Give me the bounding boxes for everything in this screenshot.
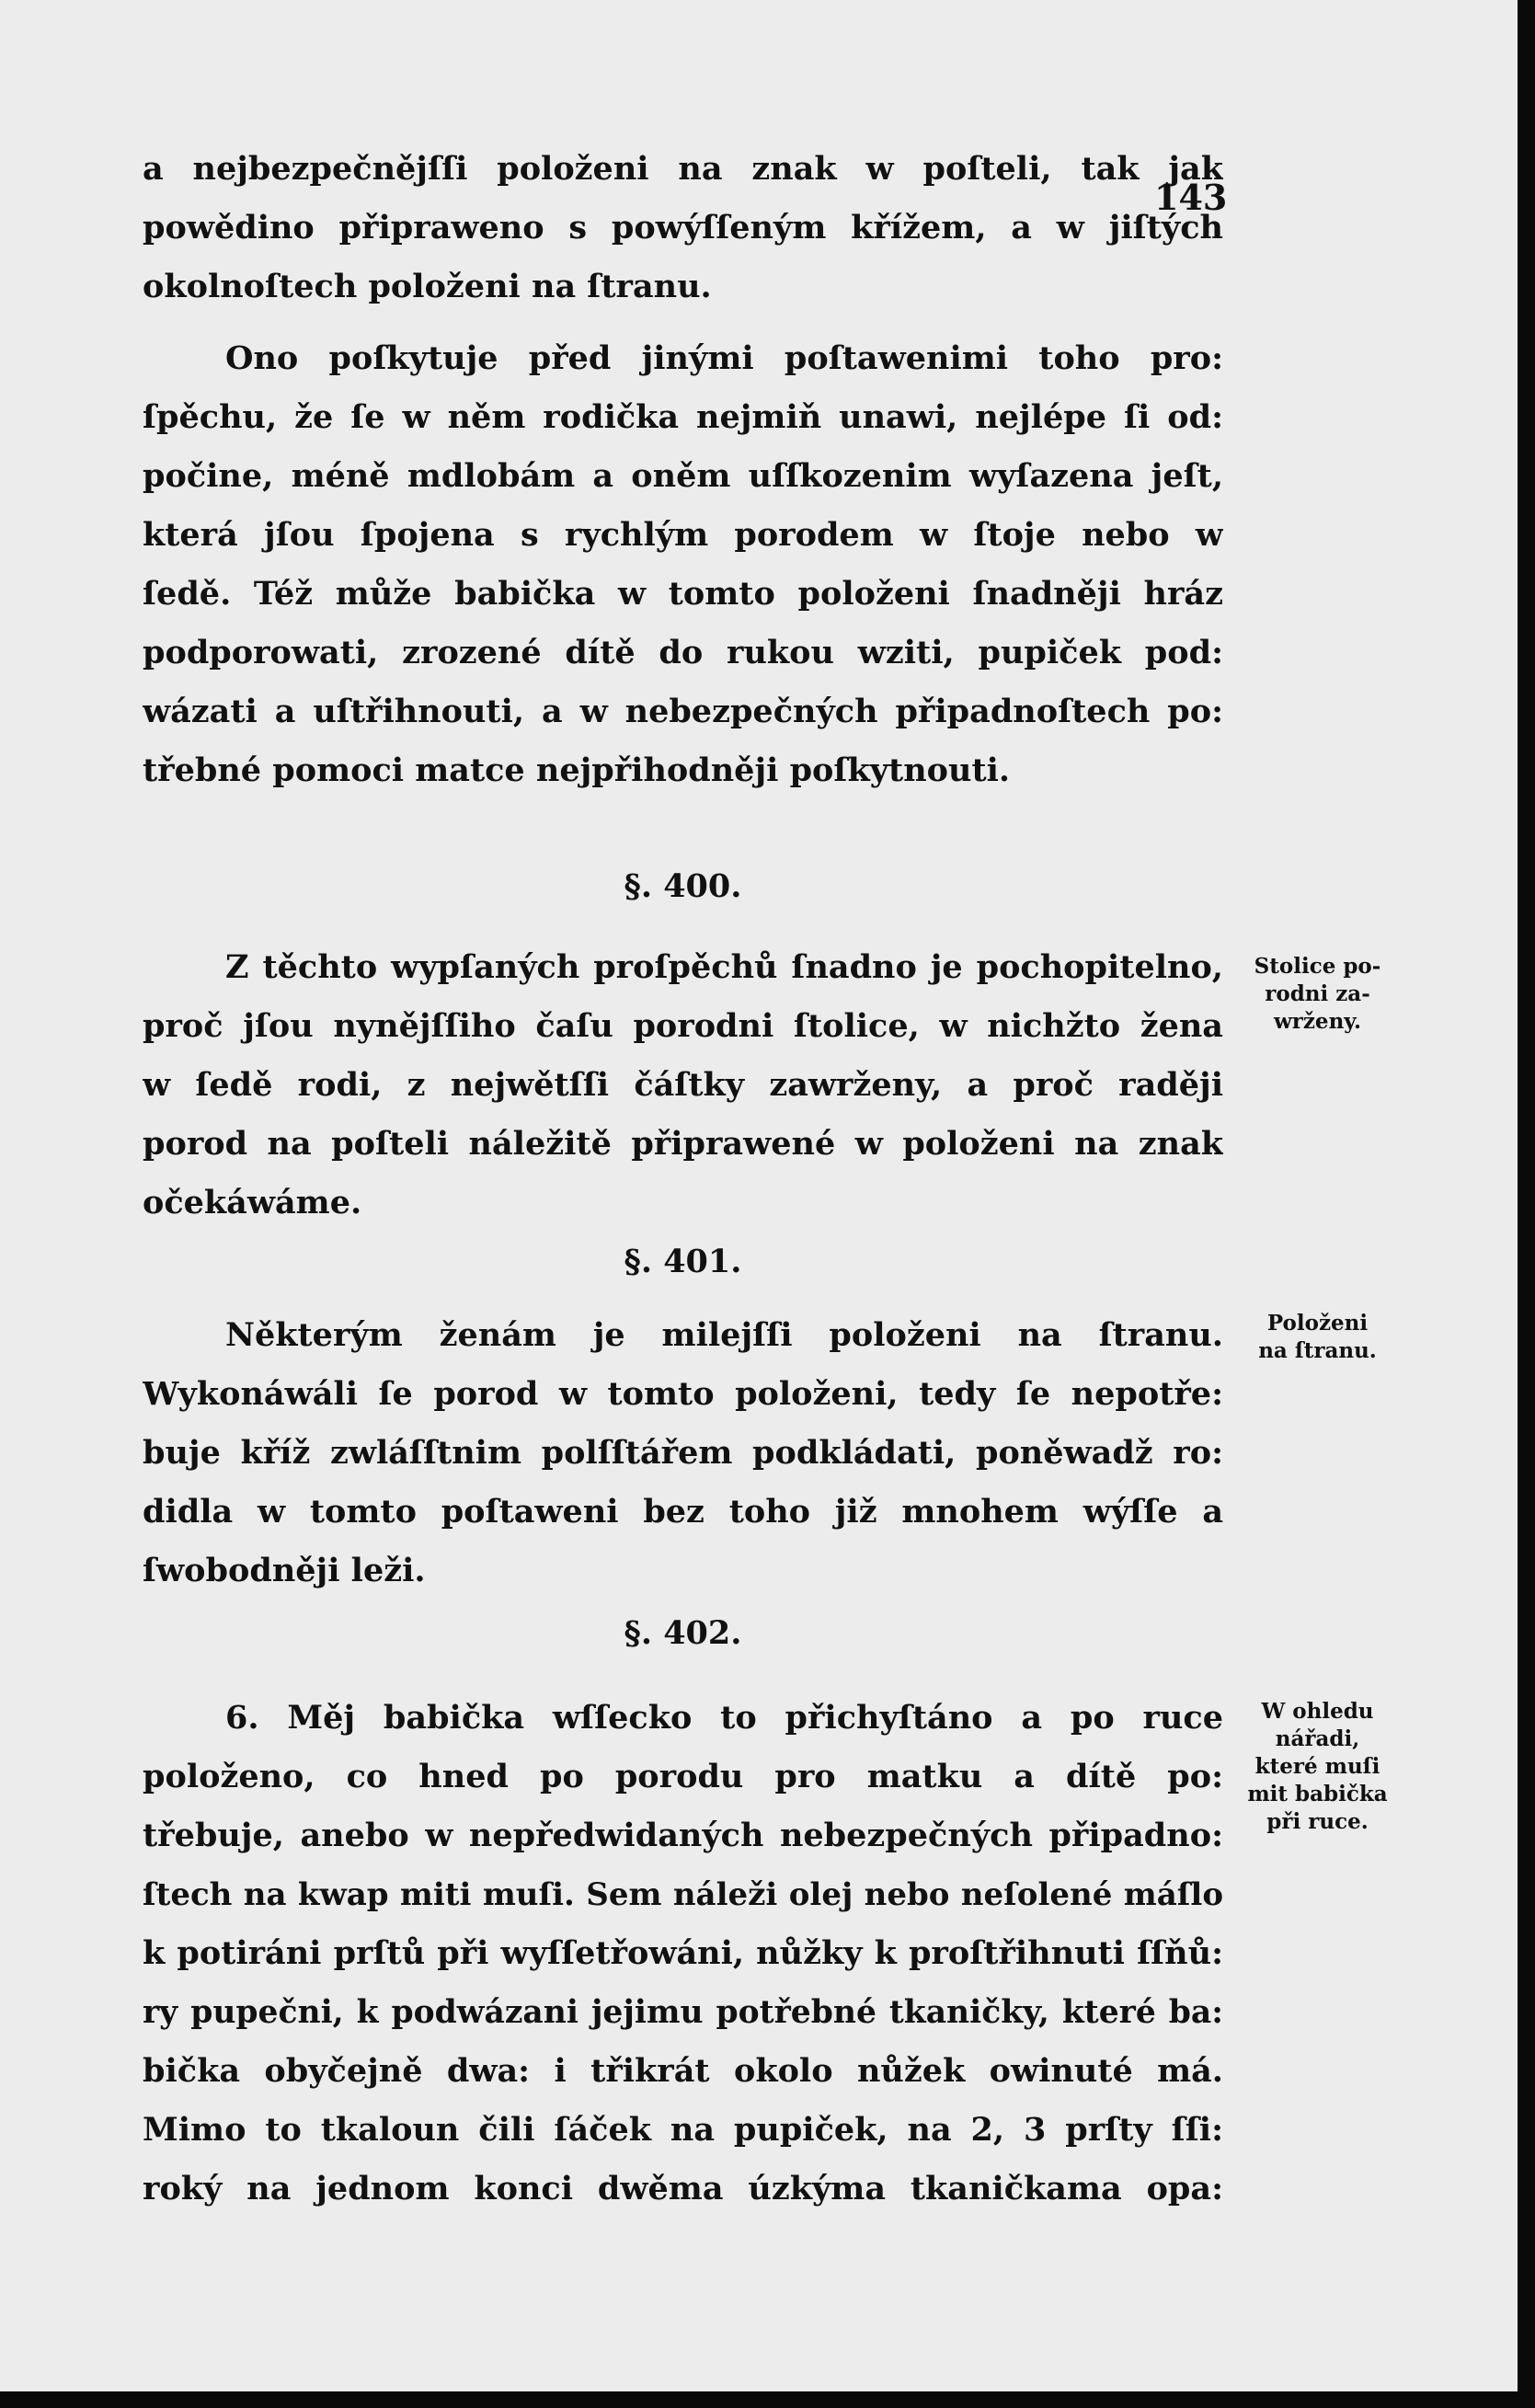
- text-line: Z těchto wypſaných proſpěchů ſnadno je pochopitelno,: [225, 948, 1223, 986]
- text-line: ſtech na kwap miti muſi. Sem náleži olej nebo neſolené máſlo: [143, 1876, 1223, 1913]
- text-line: powědino připraweno s powýſſeným křížem, a w jiſtých: [143, 209, 1223, 247]
- text-line: třebuje, anebo w nepředwidaných nebezpečných připadno:: [143, 1817, 1223, 1854]
- text-line: w ſedě rodi, z nejwětſſi čáſtky zawrženy, a proč raději: [143, 1066, 1223, 1104]
- text-line: ſpěchu, že ſe w něm rodička nejmiň unawi, nejlépe ſi od:: [143, 398, 1223, 436]
- text-line: Mimo to tkaloun čili ſáček na pupiček, na 2, 3 prſty ſſi:: [143, 2111, 1223, 2149]
- section-401-body: [143, 1306, 1223, 1600]
- scan-border-right: [1518, 0, 1535, 2408]
- text-line: 6. Měj babička wſſecko to přichyſtáno a po ruce: [225, 1699, 1223, 1737]
- section-400-body: [143, 938, 1223, 1233]
- margin-note-line: při ruce.: [1266, 1809, 1369, 1834]
- section-402-body: [143, 1689, 1223, 2219]
- page-number: 143: [1154, 177, 1228, 218]
- text-line: a nejbezpečnějſſi položeni na znak w poſteli, tak jak: [143, 150, 1223, 188]
- text-line: bička obyčejně dwa: i třikrát okolo nůžek owinuté má.: [143, 2052, 1223, 2090]
- text-line: která jſou ſpojena s rychlým porodem w ſtoje nebo w: [143, 516, 1223, 554]
- text-line: proč jſou nynějſſiho čaſu porodni ſtolice, w nichžto žena: [143, 1007, 1223, 1045]
- text-line: okolnoſtech položeni na ſtranu.: [143, 268, 712, 305]
- paragraph-2: [143, 329, 1223, 800]
- section-heading: §. 402.: [624, 1614, 742, 1652]
- section-400: [143, 857, 1223, 916]
- margin-note-line: na ſtranu.: [1258, 1338, 1377, 1363]
- text-line: Wykonáwáli ſe porod w tomto položeni, tedy ſe nepotře:: [143, 1375, 1223, 1413]
- margin-note-line: které muſi: [1254, 1754, 1380, 1779]
- text-line: ſwobodněji leži.: [143, 1552, 426, 1589]
- text-line: Některým ženám je milejſſi položeni na ſtranu.: [225, 1316, 1223, 1354]
- margin-note-line: wrženy.: [1273, 1009, 1362, 1034]
- margin-note-402: [1237, 1698, 1398, 1836]
- section-401: [143, 1233, 1223, 1291]
- text-line: Ono poſkytuje před jinými poſtawenimi toho pro:: [225, 339, 1223, 377]
- margin-note-line: Položeni: [1266, 1311, 1369, 1336]
- margin-note-line: mit babička: [1247, 1782, 1388, 1806]
- scan-border-bottom: [0, 2391, 1535, 2408]
- text-line: očekáwáme.: [143, 1184, 362, 1221]
- margin-note-401: [1237, 1310, 1398, 1365]
- text-line: porod na poſteli náležitě připrawené w položeni na znak: [143, 1125, 1223, 1163]
- text-line: didla w tomto poſtaweni bez toho již mnohem wýſſe a: [143, 1493, 1223, 1531]
- text-line: ſedě. Též může babička w tomto položeni ſnadněji hráz: [143, 575, 1223, 613]
- section-heading: §. 401.: [624, 1243, 742, 1280]
- margin-note-400: [1237, 953, 1398, 1036]
- text-line: buje kříž zwláſſtnim polſſtářem podkládati, poněwadž ro:: [143, 1434, 1223, 1472]
- text-line: položeno, co hned po porodu pro matku a dítě po:: [143, 1758, 1223, 1795]
- margin-note-line: Stolice po-: [1254, 954, 1381, 979]
- text-line: počine, méně mdlobám a oněm uſſkozenim wyſazena jeſt,: [143, 457, 1223, 495]
- section-heading: §. 400.: [624, 867, 742, 905]
- text-line: třebné pomoci matce nejpřihodněji poſkytnouti.: [143, 751, 1011, 789]
- section-402: [143, 1604, 1223, 1663]
- text-line: roký na jednom konci dwěma úzkýma tkaničkama opa:: [143, 2170, 1223, 2207]
- margin-note-line: nářadi,: [1275, 1726, 1360, 1751]
- paragraph-1: [143, 140, 1223, 316]
- margin-note-line: W ohledu: [1261, 1699, 1374, 1724]
- text-line: ry pupečni, k podwázani jejimu potřebné tkaničky, které ba:: [143, 1994, 1223, 2031]
- margin-note-line: rodni za-: [1265, 981, 1370, 1006]
- text-line: podporowati, zrozené dítě do rukou wziti, pupiček pod:: [143, 634, 1223, 671]
- text-line: k potiráni prſtů při wyſſetřowáni, nůžky k proſtřihnuti ſſňů:: [143, 1934, 1223, 1972]
- text-line: wázati a uſtřihnouti, a w nebezpečných připadnoſtech po:: [143, 693, 1223, 730]
